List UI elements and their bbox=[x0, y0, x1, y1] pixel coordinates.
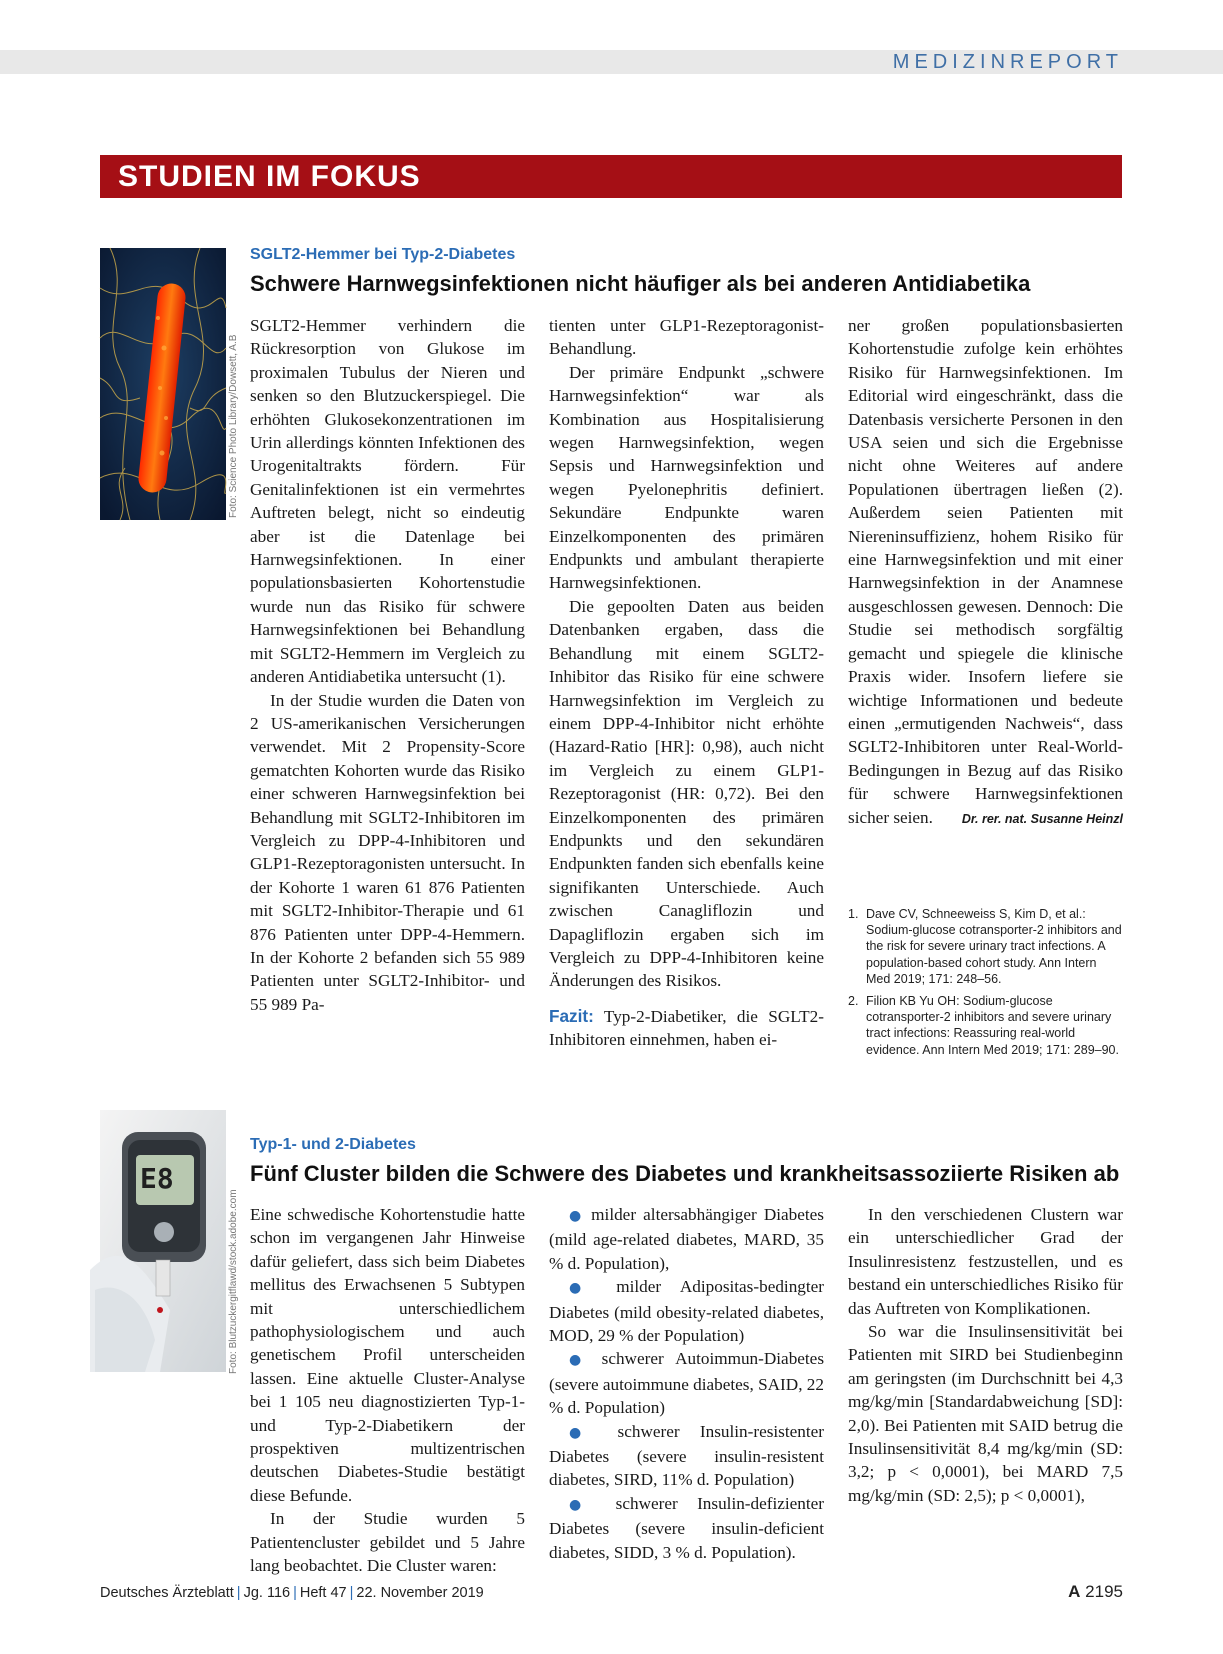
footer-separator: | bbox=[236, 1585, 241, 1601]
photo-credit: Foto: Science Photo Library/Dowsett, A.B bbox=[228, 334, 239, 518]
reference-number: 1. bbox=[848, 907, 859, 921]
article-column bbox=[848, 1203, 1123, 1558]
reference-list bbox=[848, 906, 1123, 1064]
bullet-icon: ● bbox=[569, 1208, 585, 1224]
paragraph: Der primäre Endpunkt „schwere Harnwegsinfektion“ war als Kombination aus Hospitalisierung wegen Harnwegsinfektion, wegen Sepsis und Harnwegsinfektion und wegen Pyelonephritis definiert. Sekundäre Endpunkte waren Einzelkomponenten des primären Endpunkts und ambulant therapierte Harnwegsinfektionen. bbox=[549, 362, 824, 593]
reference-number: 2. bbox=[848, 994, 859, 1009]
paragraph: So war die Insulinsensitivität bei Patienten mit SIRD bei Studienbeginn am geringsten (im Durchschnitt bei 4,3 mg/kg/min [Standardabweichung [SD]: 2,0). Bei Patienten mit SAID betrug die Insulinsensitivität 8,4 mg/kg/min (SD: 3,2; p < 0,0001), bei MARD 7,5 mg/kg/min (SD: 2,5); p < 0,0001), bbox=[848, 1322, 1123, 1505]
bullet-icon: ● bbox=[569, 1352, 590, 1369]
article-column bbox=[250, 314, 525, 1064]
section-banner bbox=[100, 155, 1122, 198]
list-item bbox=[549, 1203, 824, 1275]
fazit-text: Typ-2-Diabetiker, die SGLT2-Inhibitoren einnehmen, haben ei- bbox=[549, 1006, 824, 1050]
list-item-text: milder altersabhängiger Diabetes (mild age-related diabetes, MARD, 35 % d. Population), bbox=[549, 1205, 824, 1273]
article-column bbox=[848, 314, 1123, 879]
article-column bbox=[250, 1203, 525, 1576]
bacterium-photo bbox=[100, 248, 226, 520]
bullet-icon: ● bbox=[569, 1280, 597, 1297]
page-number-value: 2195 bbox=[1085, 1582, 1123, 1601]
article-headline: Fünf Cluster bilden die Schwere des Diabetes und krankheitsassoziierte Risiken ab bbox=[250, 1161, 1120, 1186]
page-prefix: A bbox=[1068, 1582, 1081, 1601]
paragraph: tienten unter GLP1-Rezeptoragonist-Behandlung. bbox=[549, 316, 824, 359]
reference-item bbox=[848, 993, 1123, 1058]
photo-credit: Foto: Blutzuckergitflawd/stock.adobe.com bbox=[228, 1189, 239, 1374]
paragraph: In der Studie wurden die Daten von 2 US-amerikanischen Versicherungen verwendet. Mit 2 Propensity-Score gematchten Kohorten wurde das Risiko einer schweren Harnwegsinfektion bei Behandlung mit SGLT2-Inhibitoren im Vergleich zu DPP-4-Inhibitoren und GLP1-Rezeptoragonisten untersucht. In der Kohorte 1 waren 61 876 Patienten mit SGLT2-Inhibitor-Therapie und 61 876 Patienten unter DPP-4-Hemmern. In der Kohorte 2 befanden sich 55 989 Patienten unter SGLT2-Inhibitor- und 55 989 Pa- bbox=[250, 690, 525, 1014]
article-column bbox=[549, 314, 824, 1064]
paragraph: In der Studie wurden 5 Patientencluster gebildet und 5 Jahre lang beobachtet. Die Cluster waren: bbox=[250, 1509, 525, 1576]
paragraph-text: ner großen populationsbasierten Kohortenstudie zufolge kein erhöhtes Risiko für Harnwegsinfektionen. Im Editorial wird eingeschränkt, dass die Datenbasis versicherte Personen in den USA seien und sich die Ergebnisse nicht ohne Weiteres auf andere Populationen übertragen ließen (2). Außerdem seien Patienten mit Niereninsuffizienz, hohem Risiko für eine Harnwegsinfektion und mit einer Harnwegsinfektion in der Anamnese ausgeschlossen gewesen. Dennoch: Die Studie sei methodisch sorgfältig gemacht und spiegele die klinische Praxis wider. Insofern liefere sie wichtige Informationen und bedeute einen „ermutigenden Nachweis“, dass SGLT2-Inhibitoren unter Real-World-Bedingungen in Bezug auf das Risiko für schwere Harnwegsinfektionen sicher seien. bbox=[848, 316, 1123, 827]
list-item bbox=[549, 1492, 824, 1564]
paragraph: Die gepoolten Daten aus beiden Datenbanken ergaben, dass die Behandlung mit einem SGLT2-Inhibitor das Risiko für eine schwere Harnwegsinfektion im Vergleich zu einem DPP-4-Inhibitor nicht erhöhte (Hazard-Ratio [HR]: 0,98), auch nicht im Vergleich zu einem GLP1-Rezeptoragonist (HR: 0,72). Bei den Einzelkomponenten des primären Endpunkts und den sekundären Endpunkten fanden sich ebenfalls keine signifikanten Unterschiede. Auch zwischen Canagliflozin und Dapagliflozin ergaben sich im Vergleich zu DPP-4-Inhibitoren keine Änderungen des Risikos. bbox=[549, 596, 824, 991]
reference-text: Dave CV, Schneeweiss S, Kim D, et al.: Sodium-glucose cotransporter-2 inhibitors and the risk for severe urinary tract infections. A population-based cohort study. Ann Intern Med 2019; 171: 248–56. bbox=[866, 907, 1122, 986]
reference-text: Filion KB Yu OH: Sodium-glucose cotransporter-2 inhibitors and severe urinary tract infections: Reassuring real-world evidence. Ann Intern Med 2019; 171: 289–90. bbox=[866, 994, 1119, 1057]
meter-display: E8 bbox=[140, 1162, 174, 1195]
list-item-text: schwerer Autoimmun-Diabetes (severe autoimmune diabetes, SAID, 22 % d. Population) bbox=[549, 1349, 825, 1418]
article-kicker: Typ-1- und 2-Diabetes bbox=[250, 1136, 416, 1153]
paragraph: SGLT2-Hemmer verhindern die Rückresorption von Glukose im proximalen Tubulus der Nieren und senken so den Blutzuckerspiegel. Die erhöhten Glukosekonzentrationen im Urin allerdings könnten Infektionen des Urogenitaltrakts fördern. Für Genitalinfektionen ist ein vermehrtes Auftreten belegt, nicht so eindeutig aber ist die Datenlage bei Harnwegsinfektionen. In einer populationsbasierten Kohortenstudie wurde nun das Risiko für schwere Harnwegsinfektionen bei Behandlung mit SGLT2-Hemmern im Vergleich zu anderen Antidiabetika untersucht (1). bbox=[250, 316, 525, 687]
bullet-icon: ● bbox=[569, 1496, 597, 1513]
section-label: MEDIZINREPORT bbox=[892, 51, 1123, 73]
page-number bbox=[1068, 1582, 1123, 1602]
list-item bbox=[549, 1347, 824, 1419]
list-item-text: schwerer Insulin-defizienter Diabetes (severe insulin-deficient diabetes, SIDD, 3 % d. Population). bbox=[549, 1493, 825, 1562]
journal-volume: Jg. 116 bbox=[243, 1585, 291, 1601]
footer-separator: | bbox=[349, 1585, 354, 1601]
journal-issue: Heft 47 bbox=[299, 1585, 347, 1601]
footer-citation bbox=[100, 1585, 484, 1601]
paragraph: In den verschiedenen Clustern war ein unterschiedlicher Grad der Insulinresistenz festzustellen, und es bestand ein unterschiedliches Risiko für das Auftreten von Komplikationen. bbox=[848, 1205, 1123, 1318]
banner-title: STUDIEN IM FOKUS bbox=[118, 160, 421, 193]
list-item-text: milder Adipositas-bedingter Diabetes (mild obesity-related diabetes, MOD, 29 % der Population) bbox=[549, 1277, 825, 1346]
fazit-paragraph bbox=[549, 1005, 824, 1052]
author-signature: Dr. rer. nat. Susanne Heinzl bbox=[961, 811, 1123, 826]
reference-item bbox=[848, 906, 1123, 987]
list-item bbox=[549, 1275, 824, 1347]
fazit-label: Fazit: bbox=[549, 1005, 594, 1026]
journal-name: Deutsches Ärzteblatt bbox=[100, 1585, 234, 1601]
article-kicker: SGLT2-Hemmer bei Typ-2-Diabetes bbox=[250, 246, 516, 263]
list-item bbox=[549, 1420, 824, 1492]
article-headline: Schwere Harnwegsinfektionen nicht häufiger als bei anderen Antidiabetika bbox=[250, 271, 1031, 296]
bullet-icon: ● bbox=[569, 1424, 598, 1441]
cluster-list bbox=[549, 1203, 825, 1562]
journal-date: 22. November 2019 bbox=[356, 1585, 484, 1601]
paragraph bbox=[848, 314, 1123, 829]
paragraph: Eine schwedische Kohortenstudie hatte schon im vergangenen Jahr Hinweise dafür geliefert, dass sich beim Diabetes mellitus des Erwachsenen 5 Subtypen mit unterschiedlichem pathophysiologischem und auch genetischem Profil unterscheiden lassen. Eine aktuelle Cluster-Analyse bei 1 105 neu diagnostizierten Typ-1- und Typ-2-Diabetikern der prospektiven multizentrischen deutschen Diabetes-Studie bestätigt diese Befunde. bbox=[250, 1205, 525, 1505]
list-item-text: schwerer Insulin-resistenter Diabetes (severe insulin-resistent diabetes, SIRD, 11% d. Population) bbox=[549, 1421, 824, 1490]
footer-separator: | bbox=[293, 1585, 297, 1601]
glucose-meter-photo bbox=[100, 1110, 226, 1372]
